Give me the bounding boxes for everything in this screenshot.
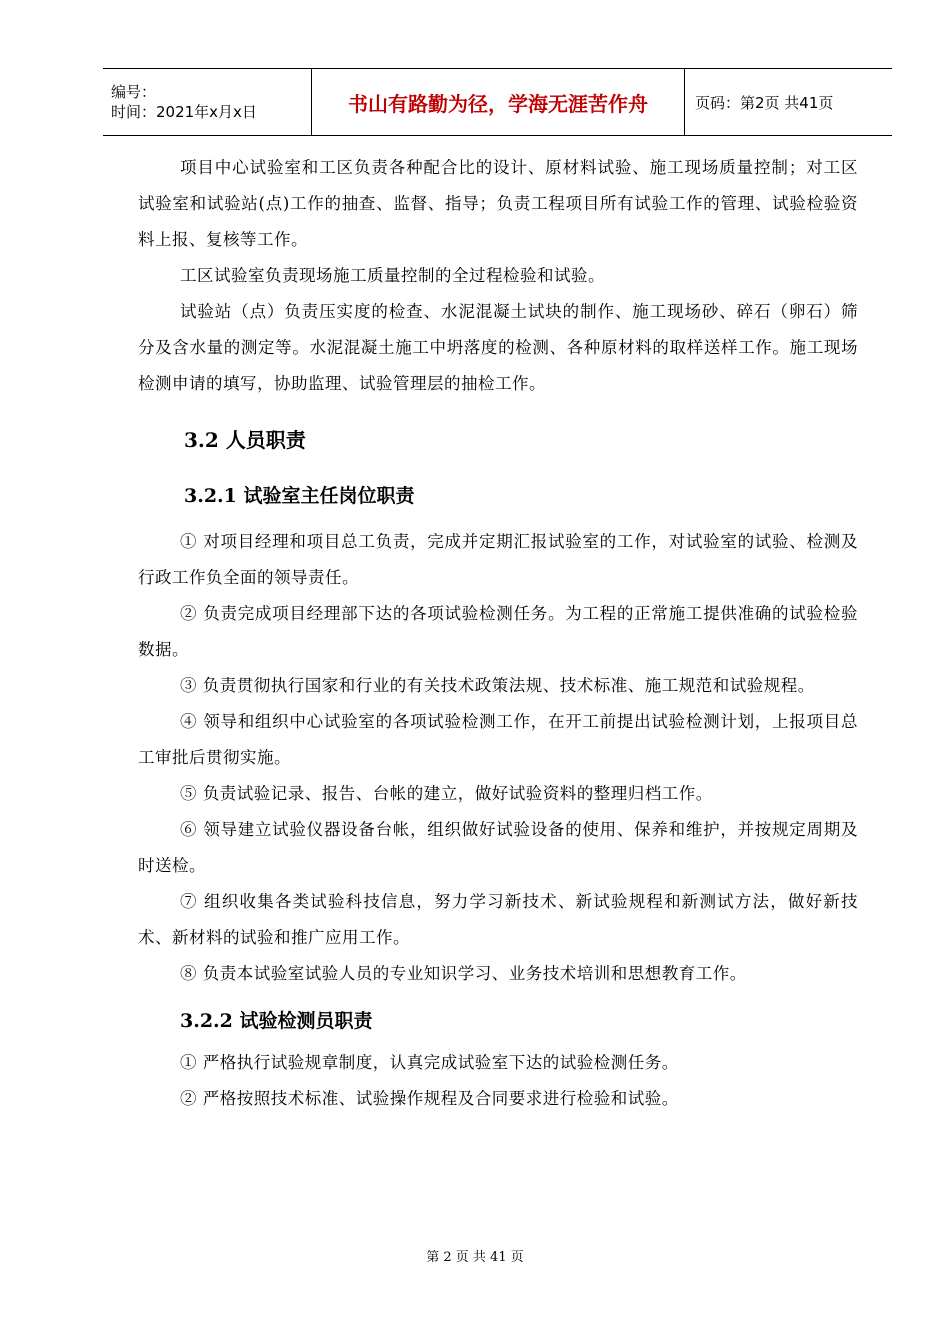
page-footer: 第 2 页 共 41 页	[426, 1250, 524, 1265]
document-number-label: 编号：	[111, 83, 157, 101]
page-header	[103, 68, 892, 136]
duty-item: ③ 负责贯彻执行国家和行业的有关技术政策法规、技术标准、施工规范和试验规程。	[180, 676, 815, 695]
duty-item: ④ 领导和组织中心试验室的各项试验检测工作，在开工前提出试验检测计划，上报项目总工审批后贯彻实施。	[138, 712, 858, 767]
duty-item: ② 严格按照技术标准、试验操作规程及合同要求进行检验和试验。	[180, 1089, 679, 1108]
paragraph: 项目中心试验室和工区负责各种配合比的设计、原材料试验、施工现场质量控制；对工区试验室和试验站(点)工作的抽查、监督、指导；负责工程项目所有试验工作的管理、试验检验资料上报、复核等工作。	[138, 158, 858, 249]
duty-item: ⑧ 负责本试验室试验人员的专业知识学习、业务技术培训和思想教育工作。	[180, 964, 747, 983]
header-page-code: 页码：第2页 共41页	[685, 69, 893, 136]
duty-item: ⑤ 负责试验记录、报告、台帐的建立，做好试验资料的整理归档工作。	[180, 784, 713, 803]
document-body	[138, 150, 858, 1117]
duty-item: ② 负责完成项目经理部下达的各项试验检测任务。为工程的正常施工提供准确的试验检验数据。	[138, 604, 858, 659]
duty-item: ① 对项目经理和项目总工负责，完成并定期汇报试验室的工作，对试验室的试验、检测及行政工作负全面的领导责任。	[138, 532, 858, 587]
duty-item: ① 严格执行试验规章制度，认真完成试验室下达的试验检测任务。	[180, 1053, 679, 1072]
paragraph: 工区试验室负责现场施工质量控制的全过程检验和试验。	[180, 266, 605, 285]
subsection-heading: 3.2.2 试验检测员职责	[180, 1010, 373, 1032]
duty-item: ⑥ 领导建立试验仪器设备台帐，组织做好试验设备的使用、保养和维护，并按规定周期及时送检。	[138, 820, 858, 875]
subsection-heading: 3.2.1 试验室主任岗位职责	[184, 485, 415, 507]
document-time-label: 时间：2021年x月x日	[111, 103, 257, 121]
header-motto: 书山有路勤为径，学海无涯苦作舟	[312, 69, 685, 136]
header-meta-cell	[103, 69, 312, 136]
duty-item: ⑦ 组织收集各类试验科技信息，努力学习新技术、新试验规程和新测试方法，做好新技术、新材料的试验和推广应用工作。	[138, 892, 858, 947]
paragraph: 试验站（点）负责压实度的检查、水泥混凝土试块的制作、施工现场砂、碎石（卵石）筛分及含水量的测定等。水泥混凝土施工中坍落度的检测、各种原材料的取样送样工作。施工现场检测申请的填写，协助监理、试验管理层的抽检工作。	[138, 302, 858, 393]
section-heading: 3.2 人员职责	[184, 428, 306, 452]
